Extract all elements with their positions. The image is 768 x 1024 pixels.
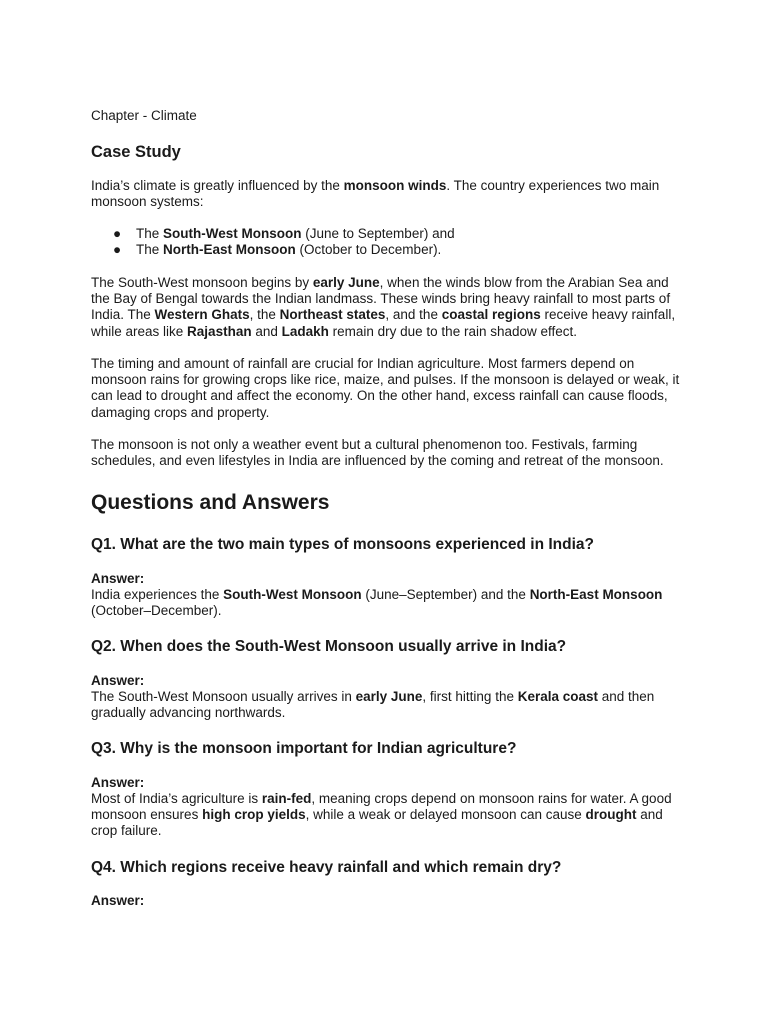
- answer-1: India experiences the South-West Monsoon (June–September) and the North-East Monsoon (October–December).: [91, 587, 663, 619]
- case-study-heading: Case Study: [91, 143, 181, 161]
- question-2: Q2. When does the South-West Monsoon usually arrive in India?: [91, 638, 567, 655]
- list-item: ● The South-West Monsoon (June to September) and: [113, 226, 455, 241]
- monsoon-systems-list: [91, 226, 455, 258]
- answer-2: The South-West Monsoon usually arrives in early June, first hitting the Kerala coast and then gradually advancing northwards.: [91, 689, 655, 721]
- list-item: ● The North-East Monsoon (October to December).: [113, 242, 442, 258]
- question-4: Q4. Which regions receive heavy rainfall and which remain dry?: [91, 859, 562, 876]
- qa-heading: Questions and Answers: [91, 491, 330, 514]
- bullet-icon: ●: [113, 242, 122, 258]
- question-3: Q3. Why is the monsoon important for Indian agriculture?: [91, 740, 517, 757]
- chapter-label: Chapter - Climate: [91, 108, 197, 123]
- question-1: Q1. What are the two main types of monsoons experienced in India?: [91, 536, 594, 553]
- cultural-paragraph: The monsoon is not only a weather event but a cultural phenomenon too. Festivals, farming schedules, and even lifestyles in India are influenced by the coming and retreat of the monsoon.: [91, 437, 664, 469]
- bullet-icon: ●: [113, 226, 122, 241]
- southwest-monsoon-paragraph: The South-West monsoon begins by early June, when the winds blow from the Arabian Sea and the Bay of Bengal towards the Indian landmass. These winds bring heavy rainfall to most parts of India. The Western Ghats, the Northeast states, and the coastal regions receive heavy rainfall, while areas like Rajasthan and Ladakh remain dry due to the rain shadow effect.: [91, 275, 676, 339]
- answer-3: Most of India’s agriculture is rain-fed, meaning crops depend on monsoon rains for water. A good monsoon ensures high crop yields, while a weak or delayed monsoon can cause drought and crop failure.: [91, 791, 672, 839]
- agriculture-paragraph: The timing and amount of rainfall are crucial for Indian agriculture. Most farmers depend on monsoon rains for growing crops like rice, maize, and pulses. If the monsoon is delayed or weak, it can lead to drought and affect the economy. On the other hand, excess rainfall can cause floods, damaging crops and property.: [91, 356, 680, 420]
- intro-paragraph: India’s climate is greatly influenced by the monsoon winds. The country experiences two main monsoon systems:: [91, 178, 660, 210]
- answer-label: Answer:: [91, 673, 145, 688]
- answer-label: Answer:: [91, 571, 145, 586]
- answer-label: Answer:: [91, 775, 145, 790]
- answer-label: Answer:: [91, 893, 145, 908]
